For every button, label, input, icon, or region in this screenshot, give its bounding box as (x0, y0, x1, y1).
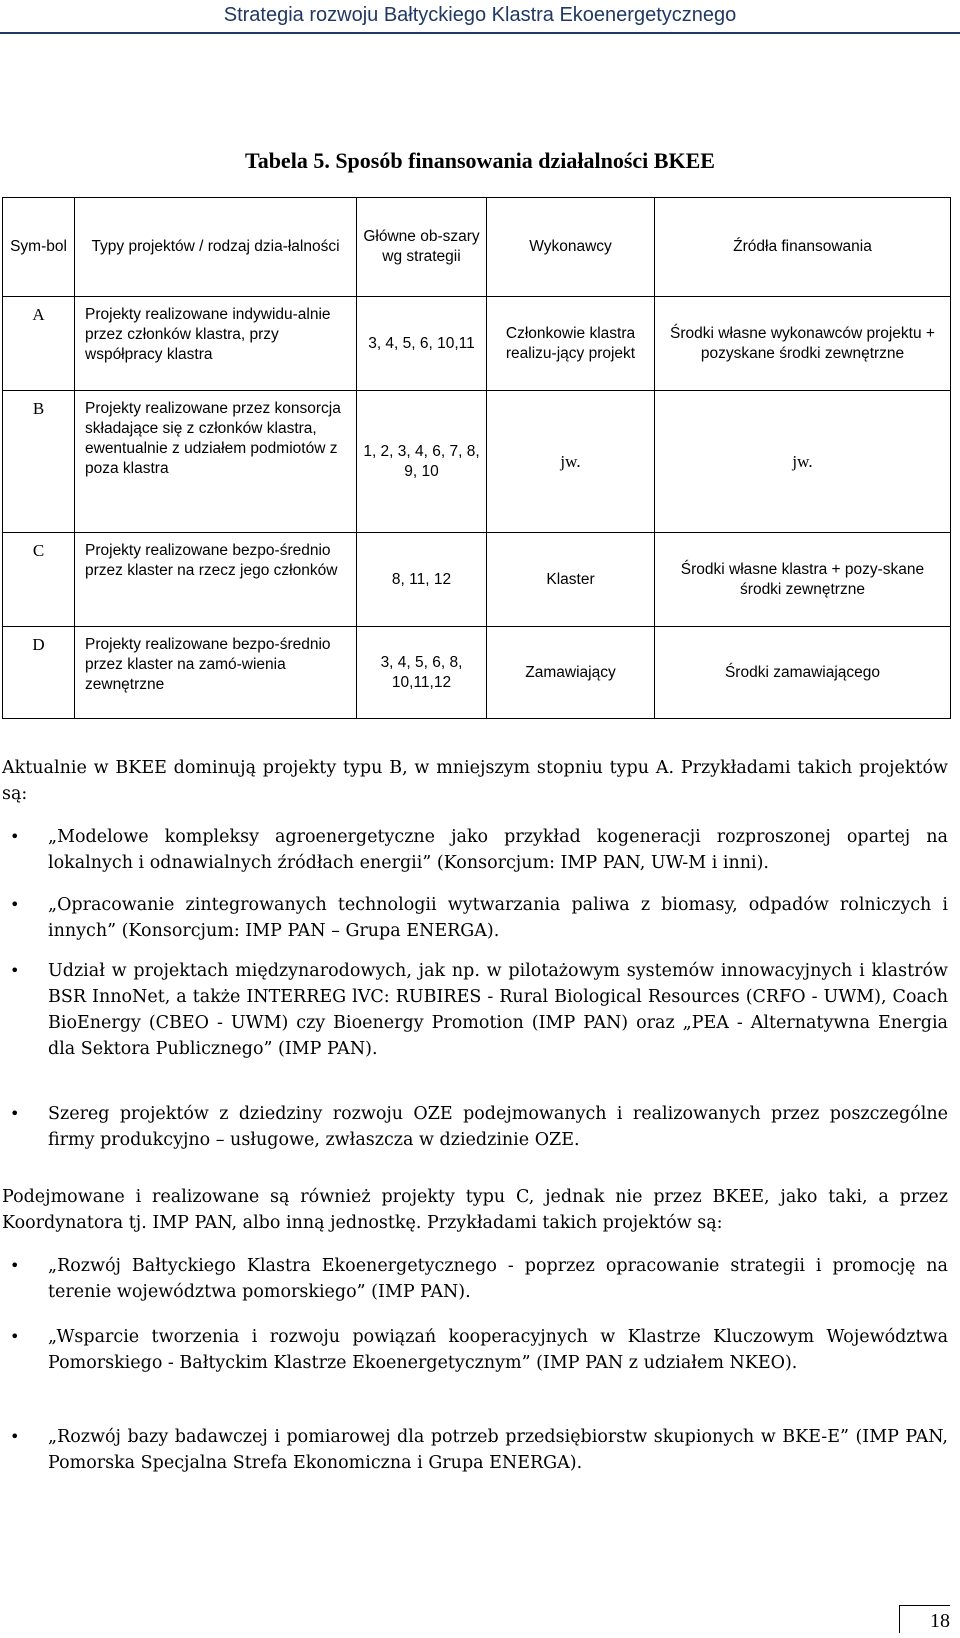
row-symbol: C (3, 533, 75, 627)
table-row (3, 391, 951, 533)
table-row (3, 297, 951, 391)
bullet-icon: • (10, 1427, 20, 1446)
page-number: 18 (899, 1605, 950, 1633)
list-item (2, 1253, 948, 1305)
list-item (2, 1324, 948, 1376)
row-executors: Członkowie klastra realizu-jący projekt (487, 297, 655, 391)
row-areas: 3, 4, 5, 6, 8, 10,11,12 (357, 627, 487, 719)
table-header-row (3, 198, 951, 297)
list-item-text: „Modelowe kompleksy agroenergetyczne jako przykład kogeneracji rozproszonej opartej na lokalnych i odnawialnych źródłach energii” (Konsorcjum: IMP PAN, UW-M i inni). (48, 827, 948, 873)
header-main-areas: Główne ob-szary wg strategii (357, 198, 487, 297)
table-row (3, 627, 951, 719)
row-executors: jw. (487, 391, 655, 533)
row-areas: 3, 4, 5, 6, 10,11 (357, 297, 487, 391)
row-project-type: Projekty realizowane bezpo-średnio przez klaster na rzecz jego członków (75, 533, 357, 627)
row-symbol: B (3, 391, 75, 533)
list-item (2, 1101, 948, 1153)
list-item (2, 1424, 948, 1476)
list-item (2, 958, 948, 1062)
header-funding-sources: Źródła finansowania (655, 198, 951, 297)
header-executors: Wykonawcy (487, 198, 655, 297)
row-executors: Zamawiający (487, 627, 655, 719)
bullet-icon: • (10, 1256, 20, 1275)
bullet-icon: • (10, 961, 20, 980)
row-project-type: Projekty realizowane bezpo-średnio przez klaster na zamó-wienia zewnętrzne (75, 627, 357, 719)
table-caption: Tabela 5. Sposób finansowania działalności BKEE (245, 148, 715, 173)
list-item-text: „Opracowanie zintegrowanych technologii wytwarzania paliwa z biomasy, odpadów rolniczych i innych” (Konsorcjum: IMP PAN – Grupa ENERGA). (48, 895, 948, 941)
row-project-type: Projekty realizowane indywidu-alnie przez członków klastra, przy współpracy klastra (75, 297, 357, 391)
row-sources: Środki zamawiającego (655, 627, 951, 719)
document-header-title: Strategia rozwoju Bałtyckiego Klastra Ekoenergetycznego (223, 4, 737, 26)
row-project-type: Projekty realizowane przez konsorcja składające się z członków klastra, ewentualnie z udziałem podmiotów z poza klastra (75, 391, 357, 533)
row-sources: jw. (655, 391, 951, 533)
bullet-icon: • (10, 827, 20, 846)
row-areas: 1, 2, 3, 4, 6, 7, 8, 9, 10 (357, 391, 487, 533)
row-sources: Środki własne wykonawców projektu + pozyskane środki zewnętrzne (655, 297, 951, 391)
row-areas: 8, 11, 12 (357, 533, 487, 627)
header-project-types: Typy projektów / rodzaj dzia-łalności (75, 198, 357, 297)
bullet-icon: • (10, 1104, 20, 1123)
list-item-text: „Rozwój Bałtyckiego Klastra Ekoenergetycznego - poprzez opracowanie strategii i promocję na terenie województwa pomorskiego” (IMP PAN). (48, 1256, 948, 1302)
paragraph-intro-b: Aktualnie w BKEE dominują projekty typu B, w mniejszym stopniu typu A. Przykładami takich projektów są: (2, 758, 948, 804)
table-row (3, 533, 951, 627)
header-symbol: Sym-bol (3, 198, 75, 297)
list-item (2, 824, 948, 876)
paragraph-intro-c: Podejmowane i realizowane są również projekty typu C, jednak nie przez BKEE, jako taki, a przez Koordynatora tj. IMP PAN, albo inną jednostkę. Przykładami takich projektów są: (2, 1187, 948, 1233)
bullet-icon: • (10, 895, 20, 914)
list-item-text: Szereg projektów z dziedziny rozwoju OZE podejmowanych i realizowanych przez poszczególne firmy produkcyjno – usługowe, zwłaszcza w dziedzinie OZE. (48, 1104, 948, 1150)
list-item (2, 892, 948, 944)
header-divider (0, 32, 960, 34)
row-sources: Środki własne klastra + pozy-skane środki zewnętrzne (655, 533, 951, 627)
row-symbol: A (3, 297, 75, 391)
list-item-text: „Rozwój bazy badawczej i pomiarowej dla potrzeb przedsiębiorstw skupionych w BKE-E” (IMP PAN, Pomorska Specjalna Strefa Ekonomiczna i Grupa ENERGA). (48, 1427, 948, 1473)
bullet-icon: • (10, 1327, 20, 1346)
list-item-text: „Wsparcie tworzenia i rozwoju powiązań kooperacyjnych w Klastrze Kluczowym Województwa Pomorskiego - Bałtyckim Klastrze Ekoenergetycznym” (IMP PAN z udziałem NKEO). (48, 1327, 948, 1373)
row-symbol: D (3, 627, 75, 719)
row-executors: Klaster (487, 533, 655, 627)
financing-table (2, 197, 951, 719)
list-item-text: Udział w projektach międzynarodowych, jak np. w pilotażowym systemów innowacyjnych i klastrów BSR InnoNet, a także INTERREG lVC: RUBIRES - Rural Biological Resources (CRFO - UWM), Coach BioEnergy (CBEO - UWM) czy Bioenergy Promotion (IMP PAN) oraz „PEA - Alternatywna Energia dla Sektora Publicznego” (IMP PAN). (48, 961, 948, 1059)
